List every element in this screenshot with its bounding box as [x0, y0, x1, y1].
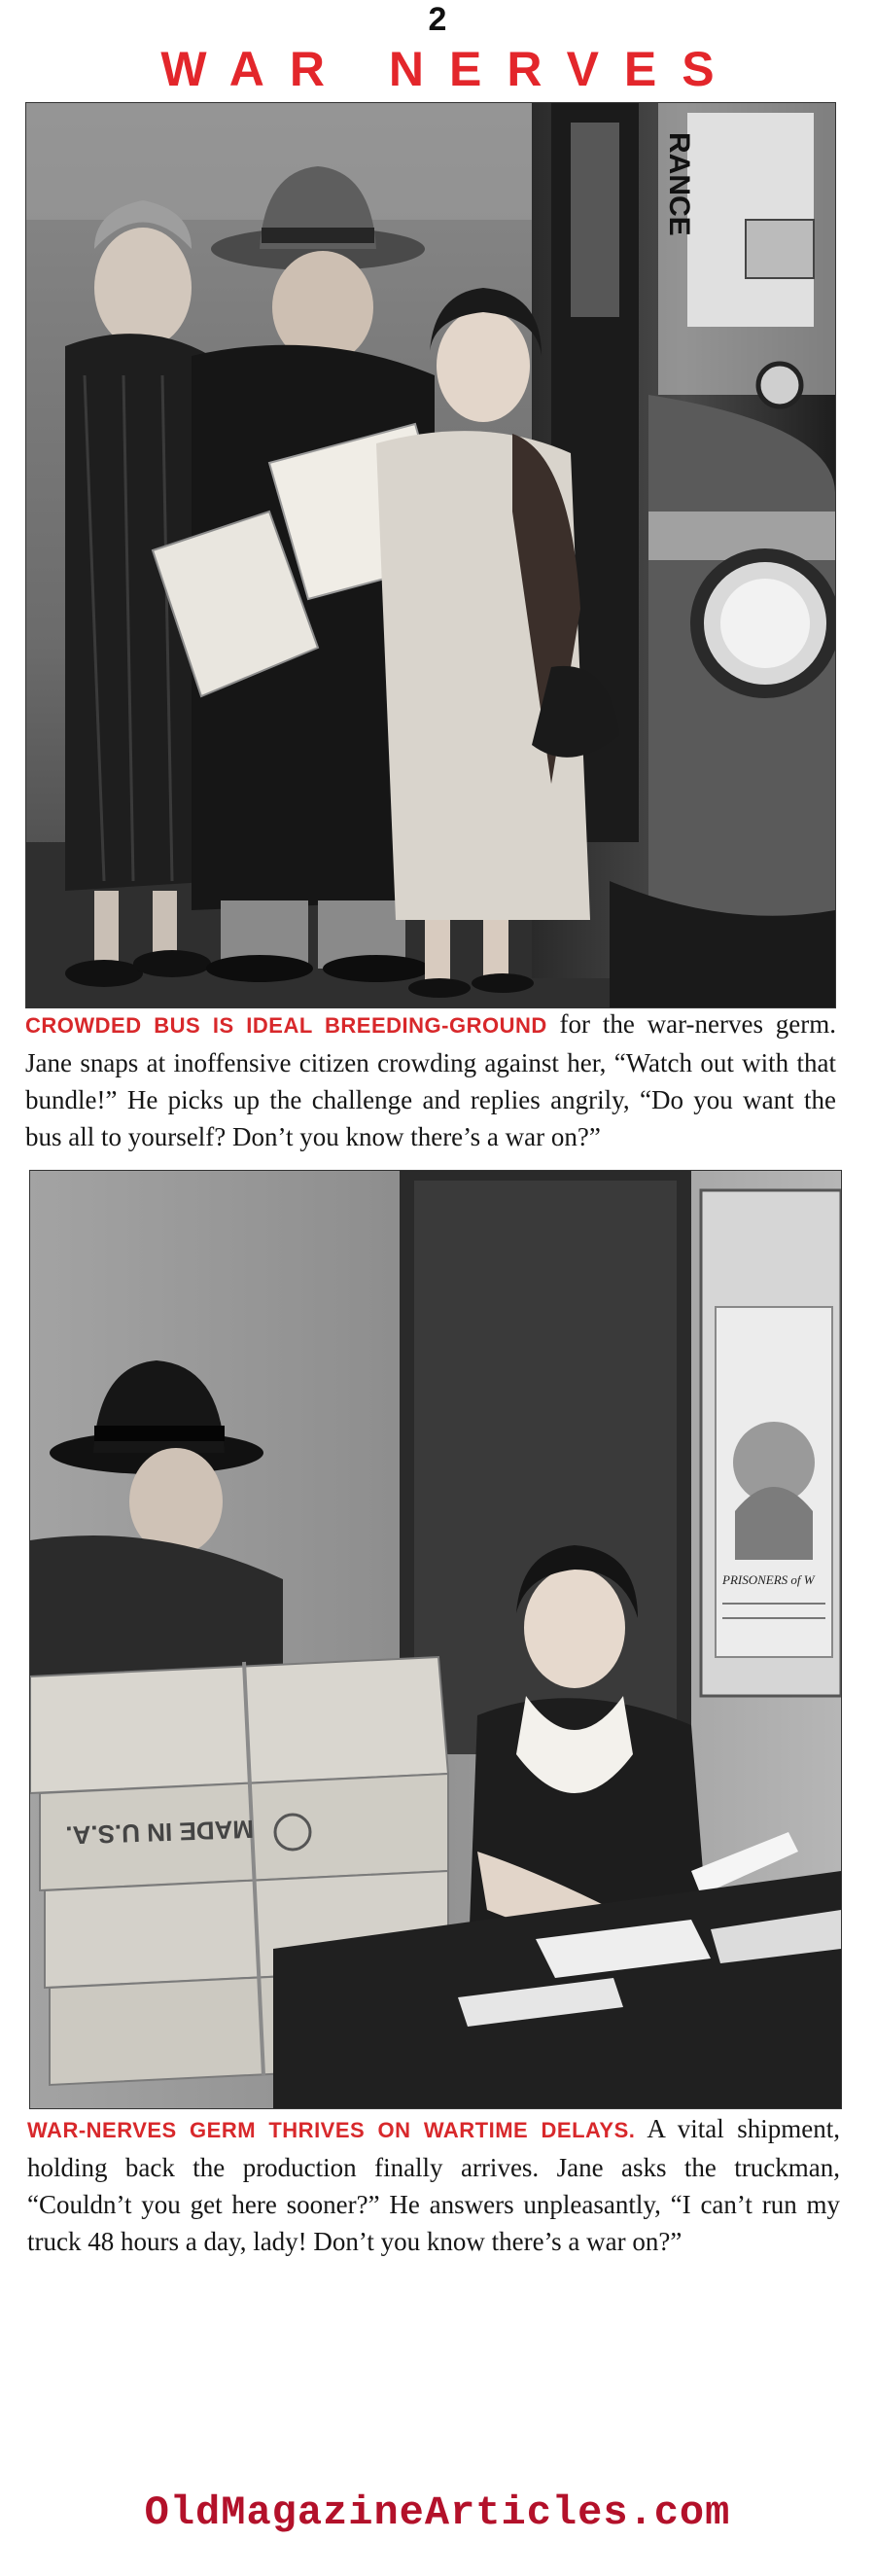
photo-wartime-delays [29, 1170, 842, 2109]
headline: WAR NERVES [160, 42, 740, 96]
caption-lead: WAR-NERVES GERM THRIVES ON WARTIME DELAYS. [27, 2118, 636, 2142]
caption-body: for the war-nerves germ. Jane snaps at inoffensive citizen crowding against her, “Watch out with that bundle!” He picks up the challenge and replies angrily, “Do you want the bus all to yourself? Don’t you know there’s a war on?” [25, 1009, 836, 1151]
bus-scene-illustration [26, 103, 835, 1007]
poster-text: PRISONERS of W [722, 1572, 815, 1587]
page-number: 2 [428, 1, 447, 38]
caption-crowded-bus [25, 1006, 836, 1155]
bus-sign-text: RANCE [663, 132, 695, 236]
caption-lead: CROWDED BUS IS IDEAL BREEDING-GROUND [25, 1013, 547, 1038]
caption-wartime-delays [27, 2110, 840, 2260]
office-scene-illustration [30, 1171, 841, 2108]
photo-crowded-bus [25, 102, 836, 1008]
caption-body: A vital shipment, holding back the production finally arrives. Jane asks the truckman, “Couldn’t you get here sooner?” He answers unpleasantly, “I can’t run my truck 48 hours a day, lady! Don’t you know there’s a war on?” [27, 2114, 840, 2256]
site-footer: OldMagazineArticles.com [144, 2489, 731, 2536]
box-text: MADE IN U.S.A. [64, 1814, 255, 1851]
